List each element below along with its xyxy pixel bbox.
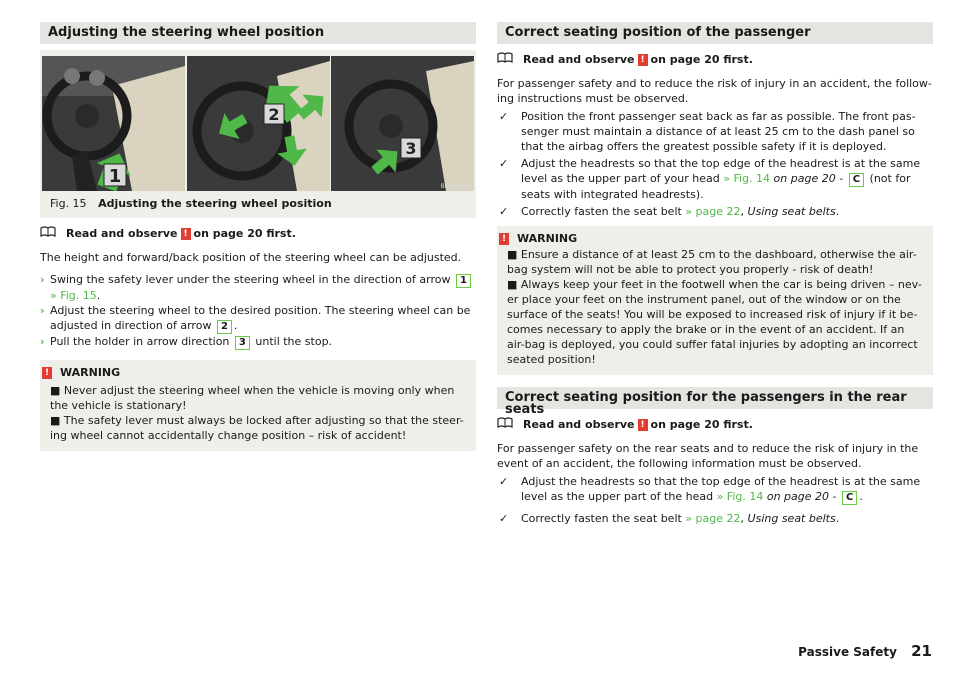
read-observe-pre: Read and observe [66,227,178,240]
left-column [40,22,476,451]
step-2: › Adjust the steering wheel to the desired position. The steering wheel can be adjusted in direction of arrow 2 . [40,304,471,332]
warning-title: WARNING [60,366,121,379]
callout-ref-1: 1 [456,274,471,288]
warning-item: ■ Never adjust the steering wheel when the vehicle is moving only when the vehicle is stationary! [50,384,455,412]
callout-ref-2: 2 [217,320,232,334]
read-observe [40,226,476,241]
section-title: Correct seating position for the passengers in the rear seats [497,387,933,409]
step-arrow-icon: › [40,273,45,286]
warning-header: ! WARNING [497,232,923,245]
check-item: ✓ Position the front passenger seat back as far as possible. The front pas-senger must maintain a distance of at least 25 cm to the dash panel so that the airbag offers the greatest possible safety if it is deployed. [499,110,916,153]
page-link[interactable]: » page 22 [685,512,741,525]
check-icon: ✓ [499,205,509,218]
warning-box [497,226,933,375]
callout-3: 3 [405,139,417,158]
warning-header [40,366,466,379]
warning-icon: ! [42,367,52,379]
check-list [497,109,933,219]
fig-link[interactable]: » Fig. 14 [723,172,771,185]
steps-list [40,272,476,350]
warning-icon: ! [638,419,648,431]
steering-image-1 [42,56,185,191]
check-icon: ✓ [499,110,509,123]
book-icon [40,226,58,241]
figure-images [40,50,476,191]
steering-image-3 [331,56,474,191]
callout-2: 2 [267,105,280,124]
intro-text: For passenger safety and to reduce the risk of injury in an accident, the follow-ing instructions must be observed. [497,77,932,105]
read-observe-post: on page 20 first. [193,227,296,240]
figure-caption-text: Adjusting the steering wheel position [98,197,332,210]
figure-label: Fig. 15 [50,197,87,210]
callout-ref-c: C [842,491,857,505]
intro-text: For passenger safety on the rear seats and to reduce the risk of injury in the event of an accident, the following information must be observed. [497,442,919,470]
callout-ref-c: C [849,173,864,187]
check-item: ✓ Adjust the headrests so that the top edge of the headrest is at the same level as the upper part of the head » Fig. 14 on page 20 - C . [499,475,921,503]
fig-link[interactable]: » Fig. 14 [716,490,764,503]
check-item: ✓ Adjust the headrests so that the top edge of the headrest is at the same level as the upper part of your head » Fig. 14 on page 20 - C (not for seats with integrated headrests). [499,157,921,201]
warning-item: ■ Ensure a distance of at least 25 cm to the dashboard, otherwise the air-bag system will not be able to protect you properly - risk of death! [507,248,917,276]
book-icon [497,52,515,67]
footer-section: Passive Safety [798,645,897,659]
step-arrow-icon: › [40,304,45,317]
check-list [497,474,933,526]
check-item: ✓ Correctly fasten the seat belt » page 22, Using seat belts. [499,205,840,218]
warning-item: ■ The safety lever must always be locked after adjusting so that the steer-ing wheel cannot accidentally change position – risk of accident! [50,414,464,442]
right-column [497,22,933,526]
figure-15 [40,50,476,218]
warning-icon: ! [181,228,191,240]
check-icon: ✓ [499,475,509,488]
step-3: › Pull the holder in arrow direction 3 until the stop. [40,335,333,348]
warning-box [40,360,476,451]
steering-image-2 [187,56,330,191]
page-number: 21 [911,642,932,660]
page-link[interactable]: » page 22 [685,205,741,218]
figure-code: BNU-0005 [440,183,471,190]
intro-text: The height and forward/back position of the steering wheel can be adjusted. [40,251,462,264]
warning-item: ■ Always keep your feet in the footwell when the car is being driven – nev-er place your feet on the instrument panel, out of the window or on the surface of the seats! You will be exposed to increased risk of injury if it be-comes necessary to apply the brake or in the event of an accident. If an air-bag is deployed, you could suffer fatal injuries by adopting an incorrect seated position! [507,278,922,366]
step-1: › Swing the safety lever under the steering wheel in the direction of arrow 1 » Fig. 15. [40,272,476,303]
fig-link[interactable]: » Fig. 15 [50,289,97,302]
read-observe: Read and observe ! on page 20 first. [497,52,933,67]
warning-icon: ! [499,233,509,245]
page-footer [798,642,932,660]
warning-icon: ! [638,54,648,66]
section-title: Adjusting the steering wheel position [40,22,476,44]
read-observe: Read and observe ! on page 20 first. [497,417,933,432]
section-title: Correct seating position of the passenger [497,22,933,44]
book-icon [497,417,515,432]
callout-ref-3: 3 [235,336,250,350]
check-icon: ✓ [499,157,509,170]
figure-caption [40,191,476,218]
step-arrow-icon: › [40,335,45,348]
callout-1: 1 [108,166,122,187]
check-icon: ✓ [499,512,509,525]
check-item: ✓ Correctly fasten the seat belt » page 22, Using seat belts. [499,512,840,525]
